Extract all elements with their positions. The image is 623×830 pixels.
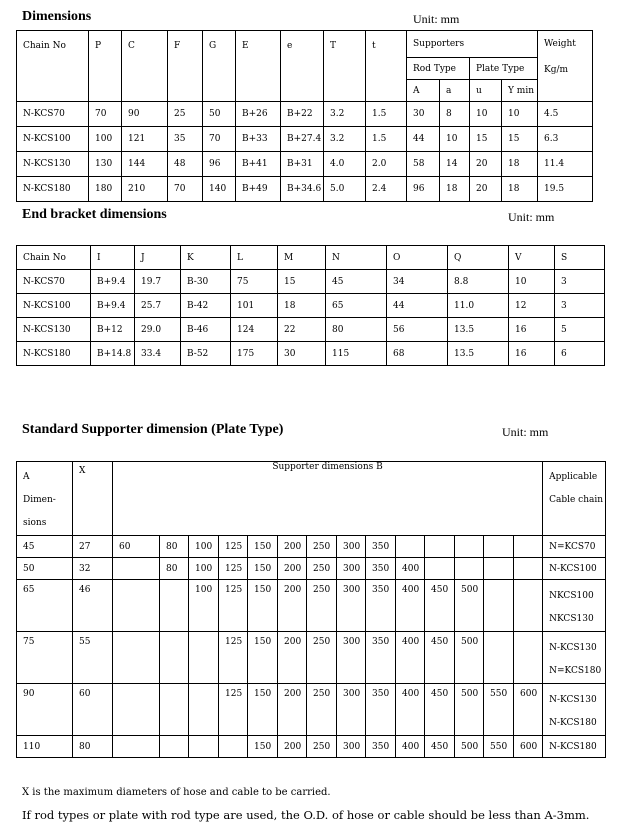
- cell-x: 32: [73, 558, 113, 580]
- cell-b-value: [514, 580, 543, 632]
- cell-b-value: 600: [514, 684, 543, 736]
- cell-b-value: [455, 558, 484, 580]
- header-row: [17, 246, 605, 270]
- table-cell: 56: [387, 318, 448, 342]
- cell-g: 70: [203, 127, 236, 152]
- cell-chain-no: N-KCS130: [17, 152, 89, 177]
- table-cell: 5: [555, 318, 605, 342]
- cell-g: 140: [203, 177, 236, 202]
- table-cell: B-42: [181, 294, 231, 318]
- cell-b-value: 450: [425, 580, 455, 632]
- cell-b-value: 200: [278, 632, 307, 684]
- cell-b-value: 250: [307, 536, 337, 558]
- cell-b-value: 125: [219, 536, 248, 558]
- header-a-line1: A: [23, 472, 30, 482]
- cell-rod-a-upper: 44: [407, 127, 440, 152]
- header-a-line2: Dimen-: [23, 495, 56, 505]
- column-header: L: [231, 246, 278, 270]
- cell-b-value: 600: [514, 736, 543, 758]
- cell-b-value: [514, 632, 543, 684]
- cell-g: 50: [203, 102, 236, 127]
- cell-t-lower: 1.5: [366, 102, 407, 127]
- cell-b-value: [160, 684, 189, 736]
- table-row: [17, 318, 605, 342]
- cell-plate-u: 20: [470, 152, 502, 177]
- cell-rod-a-lower: 10: [440, 127, 470, 152]
- cell-b-value: [425, 558, 455, 580]
- column-header: Q: [448, 246, 509, 270]
- chain-name: NKCS130: [549, 614, 594, 624]
- cell-b-value: 125: [219, 558, 248, 580]
- table-cell: 13.5: [448, 318, 509, 342]
- cell-t-upper: 3.2: [324, 127, 366, 152]
- column-header: V: [509, 246, 555, 270]
- cell-c: 90: [122, 102, 168, 127]
- cell-b-value: [113, 736, 160, 758]
- table-cell: 12: [509, 294, 555, 318]
- header-rod-a-upper: A: [407, 80, 440, 102]
- cell-b-value: 300: [337, 580, 366, 632]
- header-applicable-chain: [543, 462, 606, 536]
- cell-plate-u: 10: [470, 102, 502, 127]
- chain-name: N=KCS70: [549, 541, 596, 552]
- cell-applicable-chain: [543, 580, 606, 632]
- cell-a-dimension: 90: [17, 684, 73, 736]
- cell-b-value: 500: [455, 684, 484, 736]
- table-cell: 115: [326, 342, 387, 366]
- cell-b-value: 300: [337, 736, 366, 758]
- cell-b-value: 200: [278, 736, 307, 758]
- table-row: [17, 294, 605, 318]
- end-bracket-unit: Unit: mm: [508, 210, 555, 224]
- cell-f: 35: [168, 127, 203, 152]
- cell-rod-a-upper: 30: [407, 102, 440, 127]
- cell-x: 80: [73, 736, 113, 758]
- table-cell: 44: [387, 294, 448, 318]
- cell-t-upper: 3.2: [324, 102, 366, 127]
- cell-f: 25: [168, 102, 203, 127]
- cell-t-upper: 5.0: [324, 177, 366, 202]
- cell-c: 144: [122, 152, 168, 177]
- header-p: P: [89, 31, 122, 102]
- table-row: [17, 536, 606, 558]
- cell-t-lower: 2.0: [366, 152, 407, 177]
- cell-b-value: 100: [189, 536, 219, 558]
- cell-b-value: 400: [396, 736, 425, 758]
- cell-rod-a-lower: 8: [440, 102, 470, 127]
- cell-applicable-chain: [543, 684, 606, 736]
- cell-p: 130: [89, 152, 122, 177]
- cell-rod-a-upper: 58: [407, 152, 440, 177]
- cell-b-value: [514, 558, 543, 580]
- cell-plate-ymin: 10: [502, 102, 538, 127]
- table-cell: 15: [278, 270, 326, 294]
- column-header: O: [387, 246, 448, 270]
- cell-rod-a-upper: 96: [407, 177, 440, 202]
- cell-e-lower: B+34.6: [281, 177, 324, 202]
- cell-b-value: [484, 558, 514, 580]
- cell-b-value: 250: [307, 632, 337, 684]
- table-cell: B+12: [91, 318, 135, 342]
- cell-b-value: [396, 536, 425, 558]
- header-rod-a-lower: a: [440, 80, 470, 102]
- cell-b-value: [484, 632, 514, 684]
- supporter-unit: Unit: mm: [502, 425, 549, 439]
- table-cell: 80: [326, 318, 387, 342]
- table-cell: 16: [509, 318, 555, 342]
- cell-b-value: 60: [113, 536, 160, 558]
- cell-b-value: [425, 536, 455, 558]
- cell-b-value: 250: [307, 558, 337, 580]
- cell-x: 60: [73, 684, 113, 736]
- table-cell: 65: [326, 294, 387, 318]
- cell-b-value: 350: [366, 632, 396, 684]
- table-cell: 33.4: [135, 342, 181, 366]
- cell-a-dimension: 45: [17, 536, 73, 558]
- chain-name: N-KCS100: [549, 563, 597, 574]
- cell-b-value: 250: [307, 684, 337, 736]
- header-g: G: [203, 31, 236, 102]
- cell-b-value: 200: [278, 536, 307, 558]
- table-cell: 19.7: [135, 270, 181, 294]
- cell-f: 48: [168, 152, 203, 177]
- table-row: [17, 127, 593, 152]
- cell-e-lower: B+27.4: [281, 127, 324, 152]
- cell-b-value: 550: [484, 736, 514, 758]
- cell-b-value: 150: [248, 684, 278, 736]
- cell-t-lower: 2.4: [366, 177, 407, 202]
- table-cell: 25.7: [135, 294, 181, 318]
- table-cell: B+14.8: [91, 342, 135, 366]
- cell-b-value: 125: [219, 632, 248, 684]
- cell-b-value: 100: [189, 580, 219, 632]
- cell-chain-no: N-KCS180: [17, 177, 89, 202]
- cell-e-lower: B+31: [281, 152, 324, 177]
- cell-c: 210: [122, 177, 168, 202]
- cell-weight: 19.5: [538, 177, 593, 202]
- header-rod-type: Rod Type: [407, 58, 470, 80]
- table-row: [17, 736, 606, 758]
- table-cell: 34: [387, 270, 448, 294]
- cell-b-value: 300: [337, 632, 366, 684]
- cell-b-value: 500: [455, 580, 484, 632]
- table-cell: 6: [555, 342, 605, 366]
- cell-b-value: 400: [396, 580, 425, 632]
- table-cell: 68: [387, 342, 448, 366]
- cell-applicable-chain: [543, 632, 606, 684]
- chain-name: NKCS100: [549, 591, 594, 601]
- cell-x: 46: [73, 580, 113, 632]
- cell-chain-no: N-KCS70: [17, 102, 89, 127]
- column-header: N: [326, 246, 387, 270]
- cell-b-value: 350: [366, 736, 396, 758]
- cell-g: 96: [203, 152, 236, 177]
- cell-b-value: 125: [219, 580, 248, 632]
- column-header: J: [135, 246, 181, 270]
- column-header: M: [278, 246, 326, 270]
- table-cell: 29.0: [135, 318, 181, 342]
- header-plate-u: u: [470, 80, 502, 102]
- table-row: [17, 632, 606, 684]
- cell-x: 27: [73, 536, 113, 558]
- cell-applicable-chain: [543, 536, 606, 558]
- cell-b-value: 150: [248, 632, 278, 684]
- cell-b-value: [113, 684, 160, 736]
- table-row: [17, 152, 593, 177]
- table-cell: 45: [326, 270, 387, 294]
- table-cell: 3: [555, 270, 605, 294]
- table-cell: B+9.4: [91, 270, 135, 294]
- cell-b-value: [113, 632, 160, 684]
- header-applicable-line1: Applicable: [549, 472, 598, 482]
- cell-e-upper: B+33: [236, 127, 281, 152]
- cell-e-lower: B+22: [281, 102, 324, 127]
- cell-plate-ymin: 18: [502, 152, 538, 177]
- cell-b-value: 200: [278, 580, 307, 632]
- cell-b-value: [160, 736, 189, 758]
- cell-b-value: 500: [455, 736, 484, 758]
- cell-b-value: 150: [248, 580, 278, 632]
- cell-b-value: [455, 536, 484, 558]
- chain-name: N=KCS180: [549, 666, 602, 676]
- cell-b-value: [484, 580, 514, 632]
- header-applicable-line2: Cable chain: [549, 495, 604, 505]
- cell-applicable-chain: [543, 558, 606, 580]
- cell-b-value: 150: [248, 558, 278, 580]
- cell-b-value: 550: [484, 684, 514, 736]
- header-weight: [538, 31, 593, 102]
- cell-t-upper: 4.0: [324, 152, 366, 177]
- column-header: Chain No: [17, 246, 91, 270]
- end-bracket-title: End bracket dimensions: [22, 207, 167, 222]
- table-row: [17, 102, 593, 127]
- cell-c: 121: [122, 127, 168, 152]
- cell-weight: 4.5: [538, 102, 593, 127]
- cell-b-value: 125: [219, 684, 248, 736]
- cell-e-upper: B+26: [236, 102, 281, 127]
- cell-e-upper: B+41: [236, 152, 281, 177]
- header-plate-ymin: Y min: [502, 80, 538, 102]
- table-cell: 13.5: [448, 342, 509, 366]
- cell-b-value: 100: [189, 558, 219, 580]
- cell-b-value: [160, 580, 189, 632]
- cell-b-value: [514, 536, 543, 558]
- note-rod-type: If rod types or plate with rod type are used, the O.D. of hose or cable should be less than A-3mm.: [22, 808, 590, 822]
- cell-plate-u: 15: [470, 127, 502, 152]
- cell-b-value: 300: [337, 684, 366, 736]
- header-a-line3: sions: [23, 518, 47, 528]
- header-e-upper: E: [236, 31, 281, 102]
- cell-p: 70: [89, 102, 122, 127]
- column-header: K: [181, 246, 231, 270]
- chain-name: N-KCS130: [549, 695, 597, 705]
- cell-b-value: 350: [366, 684, 396, 736]
- table-row: [17, 580, 606, 632]
- cell-plate-ymin: 18: [502, 177, 538, 202]
- cell-b-value: 450: [425, 736, 455, 758]
- header-f: F: [168, 31, 203, 102]
- table-cell: N-KCS130: [17, 318, 91, 342]
- cell-b-value: 250: [307, 736, 337, 758]
- supporter-title: Standard Supporter dimension (Plate Type): [22, 422, 284, 437]
- note-x-definition: X is the maximum diameters of hose and cable to be carried.: [22, 787, 331, 798]
- cell-e-upper: B+49: [236, 177, 281, 202]
- header-c: C: [122, 31, 168, 102]
- cell-b-value: [189, 684, 219, 736]
- table-cell: 16: [509, 342, 555, 366]
- cell-a-dimension: 75: [17, 632, 73, 684]
- weight-unit: Kg/m: [544, 65, 569, 75]
- cell-x: 55: [73, 632, 113, 684]
- cell-t-lower: 1.5: [366, 127, 407, 152]
- table-cell: B+9.4: [91, 294, 135, 318]
- header-plate-type: Plate Type: [470, 58, 538, 80]
- chain-name: N-KCS130: [549, 643, 597, 653]
- dimensions-table: [16, 30, 593, 202]
- cell-b-value: [113, 580, 160, 632]
- cell-b-value: [219, 736, 248, 758]
- cell-b-value: [113, 558, 160, 580]
- weight-label: Weight: [544, 39, 576, 49]
- table-row: [17, 177, 593, 202]
- cell-b-value: 150: [248, 736, 278, 758]
- cell-b-value: 250: [307, 580, 337, 632]
- cell-b-value: [160, 632, 189, 684]
- header-e-lower: e: [281, 31, 324, 102]
- table-row: [17, 342, 605, 366]
- cell-b-value: 450: [425, 632, 455, 684]
- table-cell: B-46: [181, 318, 231, 342]
- cell-p: 100: [89, 127, 122, 152]
- cell-b-value: 300: [337, 558, 366, 580]
- header-a-dimensions: [17, 462, 73, 536]
- table-cell: 30: [278, 342, 326, 366]
- cell-b-value: 200: [278, 558, 307, 580]
- cell-b-value: 400: [396, 558, 425, 580]
- table-cell: N-KCS180: [17, 342, 91, 366]
- end-bracket-table: [16, 245, 605, 366]
- header-x: X: [73, 462, 113, 536]
- chain-name: N-KCS180: [549, 741, 597, 752]
- cell-plate-u: 20: [470, 177, 502, 202]
- table-cell: N-KCS100: [17, 294, 91, 318]
- cell-b-value: 350: [366, 558, 396, 580]
- table-cell: B-52: [181, 342, 231, 366]
- cell-rod-a-lower: 18: [440, 177, 470, 202]
- table-cell: 22: [278, 318, 326, 342]
- cell-a-dimension: 110: [17, 736, 73, 758]
- table-cell: 18: [278, 294, 326, 318]
- cell-b-value: 80: [160, 536, 189, 558]
- header-supporter-b: Supporter dimensions B: [113, 462, 543, 536]
- cell-b-value: 200: [278, 684, 307, 736]
- header-t-lower: t: [366, 31, 407, 102]
- cell-b-value: 80: [160, 558, 189, 580]
- cell-f: 70: [168, 177, 203, 202]
- header-t-upper: T: [324, 31, 366, 102]
- cell-a-dimension: 65: [17, 580, 73, 632]
- cell-b-value: 500: [455, 632, 484, 684]
- cell-b-value: 350: [366, 580, 396, 632]
- table-cell: 75: [231, 270, 278, 294]
- column-header: S: [555, 246, 605, 270]
- table-row: [17, 270, 605, 294]
- table-cell: B-30: [181, 270, 231, 294]
- header-supporters: Supporters: [407, 31, 538, 58]
- table-cell: N-KCS70: [17, 270, 91, 294]
- table-row: [17, 684, 606, 736]
- cell-b-value: [189, 736, 219, 758]
- cell-chain-no: N-KCS100: [17, 127, 89, 152]
- cell-b-value: [189, 632, 219, 684]
- cell-weight: 6.3: [538, 127, 593, 152]
- header-chain-no: Chain No: [17, 31, 89, 102]
- table-cell: 175: [231, 342, 278, 366]
- table-cell: 11.0: [448, 294, 509, 318]
- cell-p: 180: [89, 177, 122, 202]
- table-cell: 101: [231, 294, 278, 318]
- cell-applicable-chain: [543, 736, 606, 758]
- dimensions-unit: Unit: mm: [413, 12, 460, 26]
- cell-a-dimension: 50: [17, 558, 73, 580]
- table-cell: 124: [231, 318, 278, 342]
- supporter-table: [16, 461, 606, 758]
- cell-b-value: [484, 536, 514, 558]
- table-cell: 8.8: [448, 270, 509, 294]
- table-row: [17, 558, 606, 580]
- cell-b-value: 300: [337, 536, 366, 558]
- dimensions-title: Dimensions: [22, 9, 92, 24]
- table-cell: 3: [555, 294, 605, 318]
- chain-name: N-KCS180: [549, 718, 597, 728]
- cell-b-value: 450: [425, 684, 455, 736]
- cell-b-value: 150: [248, 536, 278, 558]
- cell-b-value: 350: [366, 536, 396, 558]
- column-header: I: [91, 246, 135, 270]
- cell-rod-a-lower: 14: [440, 152, 470, 177]
- cell-plate-ymin: 15: [502, 127, 538, 152]
- table-cell: 10: [509, 270, 555, 294]
- cell-b-value: 400: [396, 632, 425, 684]
- cell-b-value: 400: [396, 684, 425, 736]
- cell-weight: 11.4: [538, 152, 593, 177]
